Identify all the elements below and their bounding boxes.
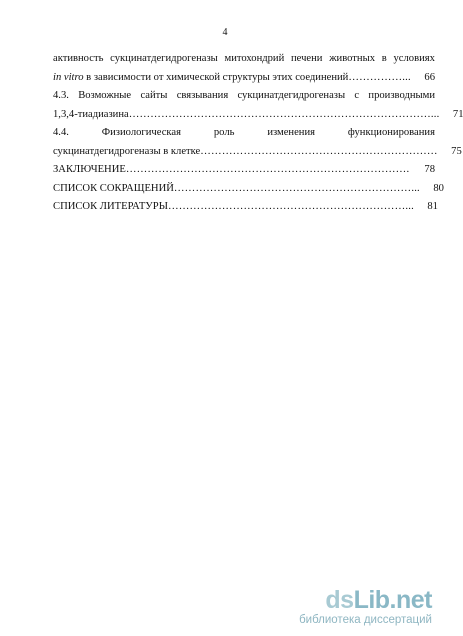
toc-word: Возможные [78, 90, 132, 101]
toc-word: функционирования [347, 127, 435, 138]
toc-leader-dots: …………………………………………………………... [167, 201, 414, 212]
toc-word: связывания [176, 90, 229, 101]
toc-word: 4.3. [53, 90, 69, 101]
dslib-logo [299, 588, 432, 613]
toc-page-number: 80 [433, 182, 444, 194]
toc-item-references[interactable] [53, 198, 438, 217]
toc-word: сукцинатдегидрогеназы [237, 90, 346, 101]
toc-word: изменения [267, 127, 316, 138]
toc-item-abbreviations[interactable] [53, 180, 444, 199]
page-number: 4 [222, 27, 228, 38]
toc-word: с [354, 90, 360, 101]
toc-word: производными [368, 90, 435, 101]
toc-word: сукцинатдегидрогеназы [110, 53, 218, 64]
toc-word: роль [213, 127, 235, 138]
toc-leader-dots: ……………………………………………………………………. [125, 164, 410, 175]
toc-word: Физиологическая [101, 127, 181, 138]
toc-page-number: 66 [424, 71, 435, 83]
toc-word: животных [329, 53, 376, 64]
watermark[interactable] [299, 588, 432, 626]
toc-item-conclusion[interactable] [53, 161, 435, 180]
toc-word: условиях [393, 53, 435, 64]
toc-item-1-line-2[interactable] [53, 69, 435, 88]
toc-item-2-line-1 [53, 87, 435, 106]
toc-entry-text: СПИСОК СОКРАЩЕНИЙ [53, 182, 174, 194]
toc-leader-dots: ………………………………………………………… [200, 145, 438, 157]
logo-ds-part: ds [325, 586, 354, 614]
toc-word: митохондрий [224, 53, 285, 64]
toc-item-3-line-1 [53, 124, 435, 143]
toc-word: 4.4. [53, 127, 69, 138]
toc-entry-text: в зависимости от химической структуры этих соединений [83, 71, 349, 83]
toc-word: активность [53, 53, 104, 64]
toc-leader-dots: …………………………………………………………... [173, 182, 420, 194]
toc-word: в [381, 53, 387, 64]
logo-lib-part: Lib.net [353, 586, 432, 614]
toc-leader-dots: ……………... [348, 71, 411, 83]
toc-page-number: 78 [424, 164, 435, 175]
toc-item-1-line-1 [53, 50, 435, 69]
toc-page-number: 71 [452, 108, 463, 120]
toc-entry-text: СПИСОК ЛИТЕРАТУРЫ [53, 201, 168, 212]
table-of-contents [53, 50, 463, 217]
toc-page-number: 81 [427, 201, 438, 212]
toc-item-3-line-2[interactable] [53, 143, 462, 162]
watermark-tagline: библиотека диссертаций [299, 614, 432, 626]
toc-word: печени [291, 53, 323, 64]
toc-entry-text: 1,3,4-тиадиазина [53, 108, 129, 120]
toc-leader-dots: …………………………………………………………………………... [128, 108, 440, 120]
toc-word: сайты [140, 90, 168, 101]
toc-entry-text: ЗАКЛЮЧЕНИЕ [53, 164, 126, 175]
toc-item-2-line-2[interactable] [53, 106, 463, 125]
toc-entry-text: сукцинатдегидрогеназы в клетке [53, 145, 201, 157]
toc-italic-term: in vitro [53, 71, 84, 83]
toc-page-number: 75 [451, 145, 462, 157]
